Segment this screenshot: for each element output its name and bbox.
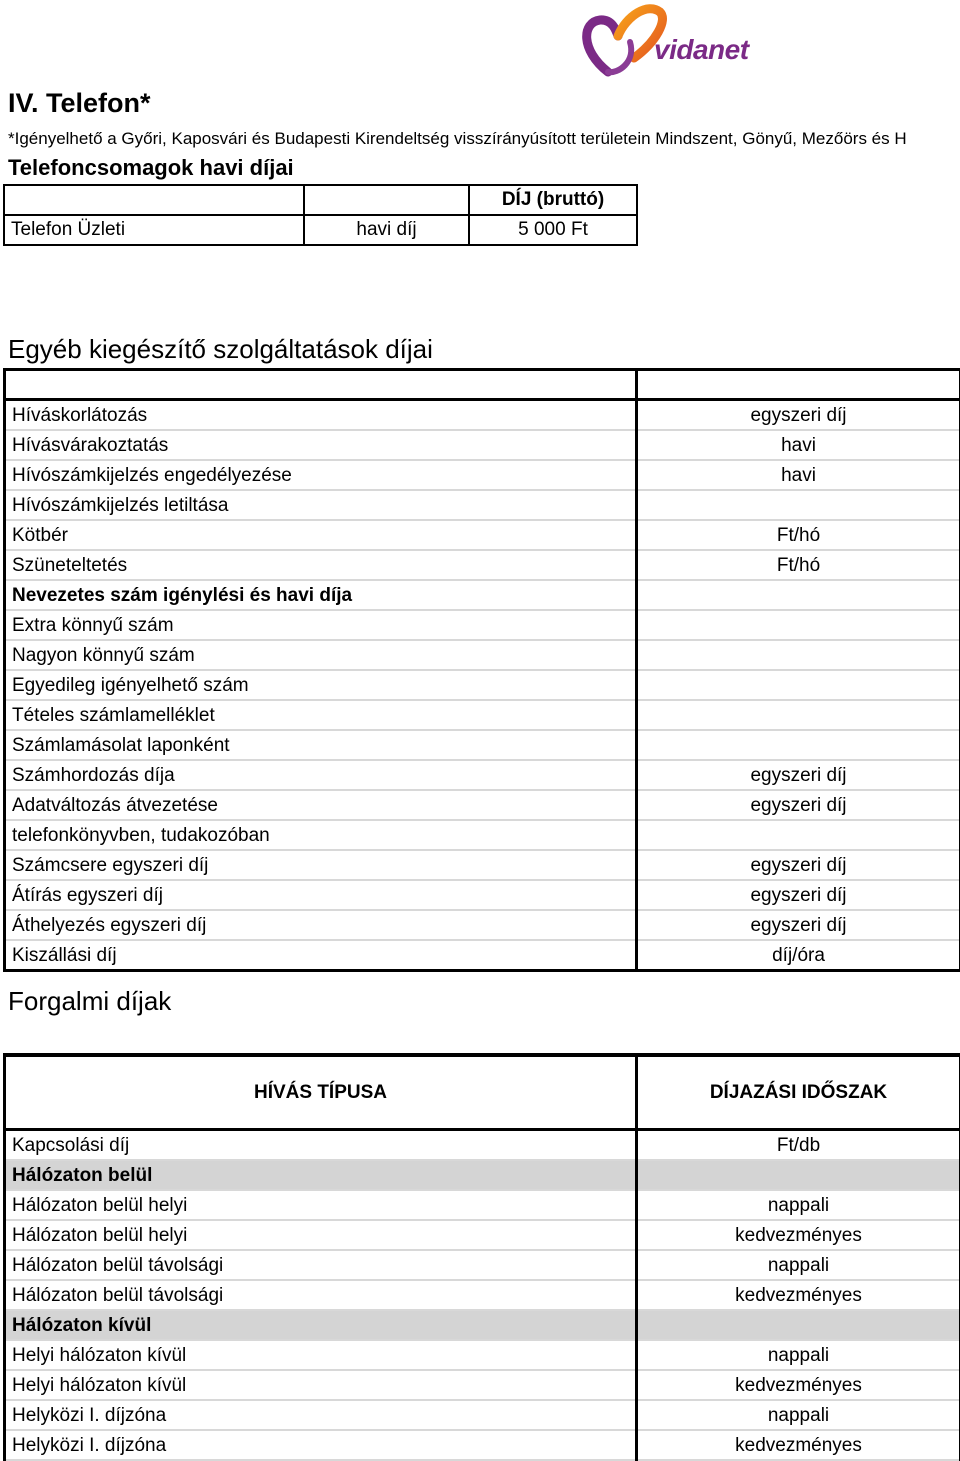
row-value: [637, 700, 960, 730]
table-row: [5, 700, 960, 730]
table-row: [5, 670, 960, 700]
package-fee: 5 000 Ft: [469, 215, 637, 245]
page-title: IV. Telefon*: [8, 88, 151, 119]
row-label: Hálózaton kívül: [5, 1310, 637, 1340]
row-value: Ft/hó: [637, 550, 960, 580]
table-row: [5, 940, 960, 971]
row-label: Adatváltozás átvezetése: [5, 790, 637, 820]
row-value: [637, 730, 960, 760]
table-row: [5, 1190, 960, 1220]
traffic-header-row: [5, 1055, 960, 1130]
row-label: Kötbér: [5, 520, 637, 550]
package-row: [4, 215, 637, 245]
table-row: [5, 550, 960, 580]
row-label: Átírás egyszeri díj: [5, 880, 637, 910]
table-row: [5, 1310, 960, 1340]
table-row: [5, 760, 960, 790]
table-row: [5, 790, 960, 820]
header-cell: [4, 185, 304, 215]
header-cell: [304, 185, 469, 215]
extras-table: [3, 368, 960, 972]
table-row: [5, 430, 960, 460]
row-value: Ft/db: [637, 1130, 960, 1161]
row-value: díj/óra: [637, 940, 960, 971]
row-label: Nagyon könnyű szám: [5, 640, 637, 670]
row-value: egyszeri díj: [637, 880, 960, 910]
row-value: kedvezményes: [637, 1280, 960, 1310]
row-label: Híváskorlátozás: [5, 400, 637, 431]
row-value: nappali: [637, 1400, 960, 1430]
header-cell: [5, 370, 637, 400]
package-name: Telefon Üzleti: [4, 215, 304, 245]
row-label: Egyedileg igényelhető szám: [5, 670, 637, 700]
row-value: havi: [637, 430, 960, 460]
table-row: [5, 1160, 960, 1190]
row-value: [637, 610, 960, 640]
table-row: [5, 850, 960, 880]
row-value: havi: [637, 460, 960, 490]
row-value: [637, 820, 960, 850]
table-row: [5, 460, 960, 490]
row-label: Tételes számlamelléklet: [5, 700, 637, 730]
extras-header-row: [5, 370, 960, 400]
row-label: Helyközi I. díjzóna: [5, 1400, 637, 1430]
header-cell: [637, 370, 960, 400]
table-row: [5, 490, 960, 520]
row-value: [637, 580, 960, 610]
row-value: [637, 1310, 960, 1340]
row-label: Hívásvárakoztatás: [5, 430, 637, 460]
traffic-table: [3, 1053, 960, 1461]
row-label: Hívószámkijelzés letiltása: [5, 490, 637, 520]
logo-wordmark: vidanet: [654, 34, 749, 66]
extras-title: Egyéb kiegészítő szolgáltatások díjai: [8, 334, 433, 365]
table-row: [5, 1430, 960, 1460]
fee-header: DÍJ (bruttó): [469, 185, 637, 215]
table-row: [5, 880, 960, 910]
row-value: [637, 490, 960, 520]
row-label: Áthelyezés egyszeri díj: [5, 910, 637, 940]
table-row: [5, 1280, 960, 1310]
row-label: telefonkönyvben, tudakozóban: [5, 820, 637, 850]
row-value: nappali: [637, 1190, 960, 1220]
table-row: [5, 1370, 960, 1400]
table-row: [5, 610, 960, 640]
row-label: Hálózaton belül távolsági: [5, 1250, 637, 1280]
row-value: nappali: [637, 1340, 960, 1370]
row-label: Számhordozás díja: [5, 760, 637, 790]
row-value: egyszeri díj: [637, 790, 960, 820]
package-period: havi díj: [304, 215, 469, 245]
row-value: kedvezményes: [637, 1220, 960, 1250]
table-row: [5, 1250, 960, 1280]
row-label: Hívószámkijelzés engedélyezése: [5, 460, 637, 490]
row-value: [637, 640, 960, 670]
table-row: [5, 400, 960, 431]
row-value: egyszeri díj: [637, 760, 960, 790]
row-label: Számcsere egyszeri díj: [5, 850, 637, 880]
table-row: [5, 730, 960, 760]
row-label: Helyi hálózaton kívül: [5, 1370, 637, 1400]
row-label: Hálózaton belül helyi: [5, 1220, 637, 1250]
row-label: Hálózaton belül távolsági: [5, 1280, 637, 1310]
packages-title: Telefoncsomagok havi díjai: [8, 155, 294, 181]
row-value: nappali: [637, 1250, 960, 1280]
call-type-header: HÍVÁS TÍPUSA: [5, 1055, 637, 1130]
row-label: Szüneteltetés: [5, 550, 637, 580]
row-label: Extra könnyű szám: [5, 610, 637, 640]
row-value: egyszeri díj: [637, 400, 960, 431]
table-row: [5, 910, 960, 940]
table-row: [5, 580, 960, 610]
table-row: [5, 520, 960, 550]
table-row: [5, 640, 960, 670]
row-label: Hálózaton belül: [5, 1160, 637, 1190]
row-label: Nevezetes szám igénylési és havi díja: [5, 580, 637, 610]
table-row: [5, 1340, 960, 1370]
row-value: egyszeri díj: [637, 850, 960, 880]
table-row: [5, 1400, 960, 1430]
availability-note: *Igényelhető a Győri, Kaposvári és Budapesti Kirendeltség visszírányúsított területein Mindszent, Gönyű, Mezőörs és H: [8, 129, 907, 149]
row-value: kedvezményes: [637, 1430, 960, 1460]
packages-header-row: [4, 185, 637, 215]
row-label: Helyi hálózaton kívül: [5, 1340, 637, 1370]
table-row: [5, 1220, 960, 1250]
row-label: Számlamásolat laponként: [5, 730, 637, 760]
table-row: [5, 820, 960, 850]
row-value: [637, 670, 960, 700]
table-row: [5, 1130, 960, 1161]
row-label: Hálózaton belül helyi: [5, 1190, 637, 1220]
row-label: Helyközi I. díjzóna: [5, 1430, 637, 1460]
row-value: egyszeri díj: [637, 910, 960, 940]
row-label: Kapcsolási díj: [5, 1130, 637, 1161]
period-header: DÍJAZÁSI IDŐSZAK: [637, 1055, 960, 1130]
row-value: kedvezményes: [637, 1370, 960, 1400]
traffic-title: Forgalmi díjak: [8, 986, 171, 1017]
row-value: [637, 1160, 960, 1190]
row-value: Ft/hó: [637, 520, 960, 550]
row-label: Kiszállási díj: [5, 940, 637, 971]
packages-table: [3, 184, 638, 246]
